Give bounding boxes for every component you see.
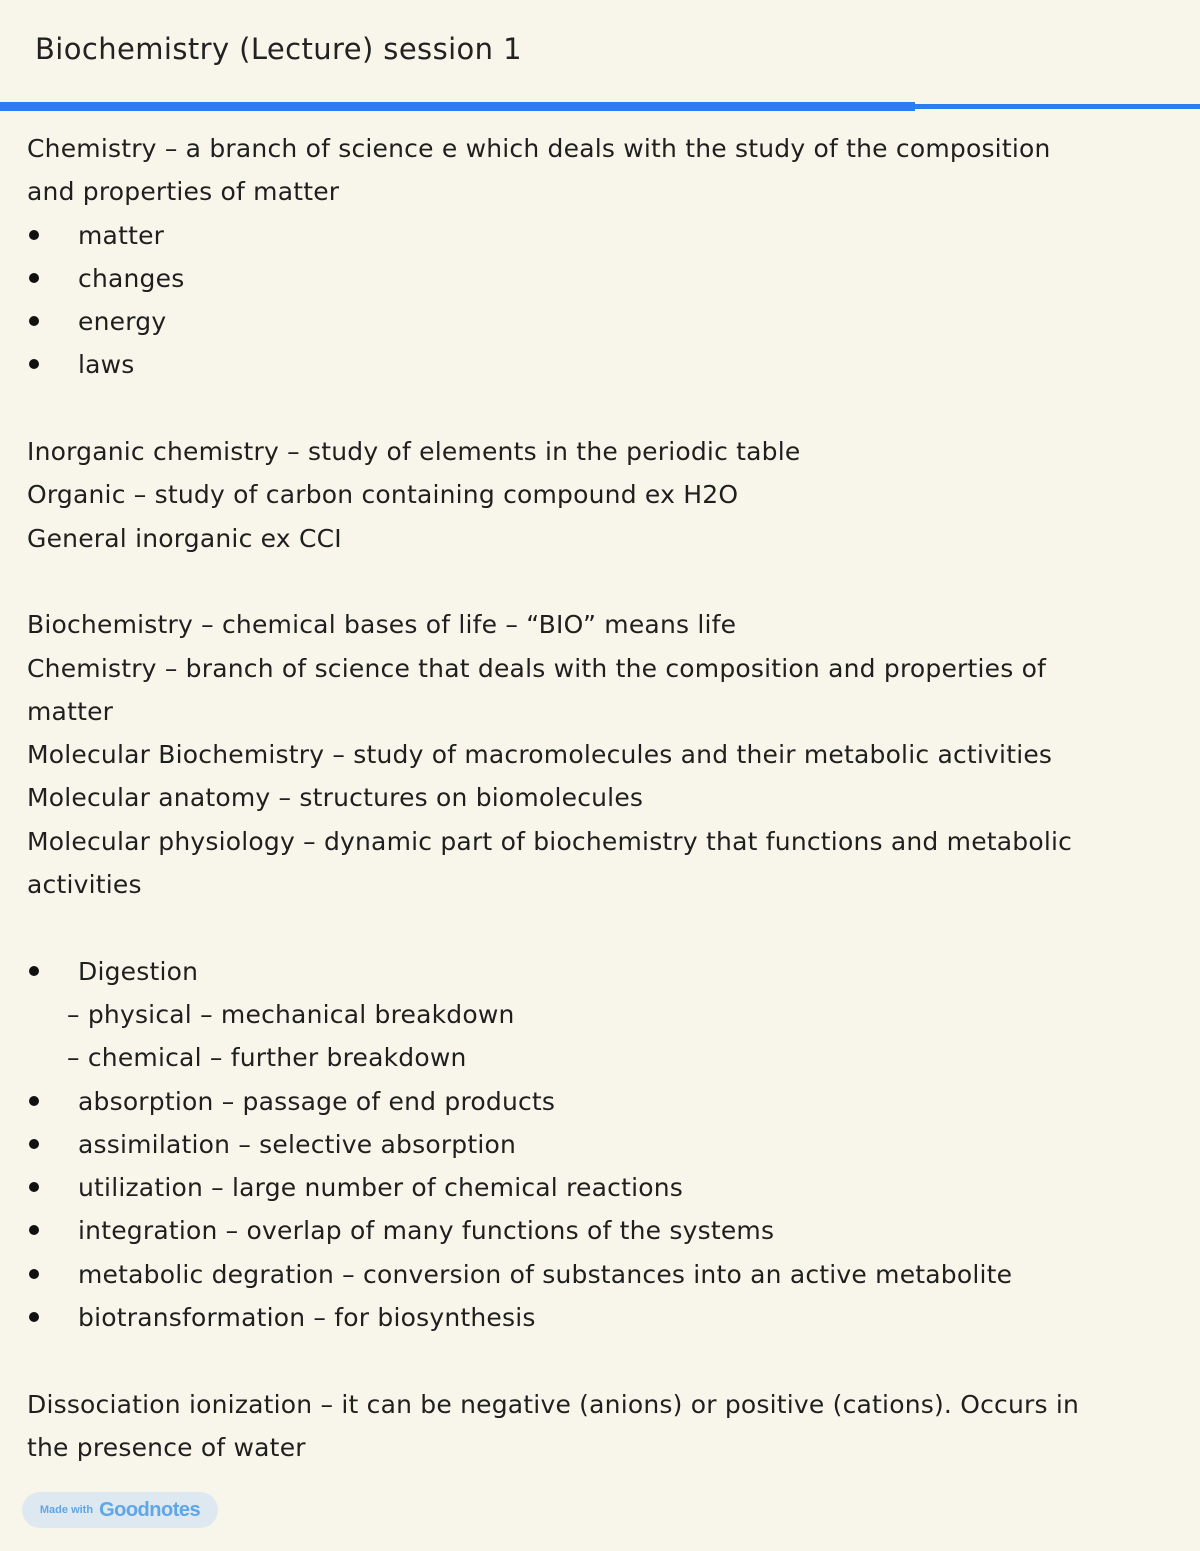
- list-item-text: utilization – large number of chemical reactions: [78, 1173, 683, 1203]
- dissociation-line-1: Dissociation ionization – it can be negative (anions) or positive (cations). Occurs in: [27, 1389, 1080, 1419]
- list-item-text: biotransformation – for biosynthesis: [78, 1303, 536, 1333]
- branch-general-inorganic: General inorganic ex CCI: [27, 523, 342, 553]
- list-item: [27, 1123, 1177, 1166]
- list-item-text: assimilation – selective absorption: [78, 1129, 517, 1159]
- bullet-icon: [29, 1312, 39, 1322]
- bullet-icon: [29, 273, 39, 283]
- bullet-icon: [29, 1096, 39, 1106]
- def-chemistry-line-2: matter: [27, 696, 114, 726]
- list-item-text: Digestion: [78, 956, 199, 986]
- list-item: [27, 257, 1177, 300]
- list-item: [27, 1296, 1177, 1339]
- list-item: [27, 1166, 1177, 1209]
- list-item: [27, 300, 1177, 343]
- spacer: [27, 387, 1177, 430]
- def-molecular-biochemistry: Molecular Biochemistry – study of macromolecules and their metabolic activities: [27, 740, 1053, 770]
- branch-inorganic: Inorganic chemistry – study of elements in the periodic table: [27, 437, 801, 467]
- def-biochemistry: Biochemistry – chemical bases of life – “BIO” means life: [27, 610, 737, 640]
- title-divider: [0, 102, 1200, 111]
- bullet-icon: [29, 1269, 39, 1279]
- def-molecular-anatomy: Molecular anatomy – structures on biomolecules: [27, 783, 644, 813]
- spacer: [27, 906, 1177, 949]
- list-item: [27, 343, 1177, 386]
- list-item-text: metabolic degration – conversion of substances into an active metabolite: [78, 1259, 1013, 1289]
- bullet-icon: [29, 1225, 39, 1235]
- bullet-icon: [29, 966, 39, 976]
- def-molecular-physiology-line-1: Molecular physiology – dynamic part of biochemistry that functions and metabolic: [27, 826, 1073, 856]
- bullet-icon: [29, 1139, 39, 1149]
- bullet-icon: [29, 230, 39, 240]
- sub-list-item: – chemical – further breakdown: [67, 1043, 467, 1073]
- title-divider-main: [0, 102, 915, 111]
- note-body: [27, 127, 1177, 1469]
- list-item-text: matter: [78, 220, 165, 250]
- bullet-icon: [29, 316, 39, 326]
- list-item-text: absorption – passage of end products: [78, 1086, 556, 1116]
- list-item: [27, 950, 1177, 993]
- list-item-text: integration – overlap of many functions of the systems: [78, 1216, 775, 1246]
- made-with-goodnotes-badge[interactable]: [22, 1492, 218, 1528]
- list-item-text: laws: [78, 350, 135, 380]
- intro-line-2: and properties of matter: [27, 177, 340, 207]
- page-title: Biochemistry (Lecture) session 1: [35, 32, 522, 66]
- list-item: [27, 214, 1177, 257]
- list-item: [27, 1253, 1177, 1296]
- title-divider-tail: [915, 104, 1200, 109]
- list-item: [27, 1209, 1177, 1252]
- bullet-icon: [29, 359, 39, 369]
- bullet-icon: [29, 1182, 39, 1192]
- goodnotes-logo: Goodnotes: [99, 1498, 201, 1521]
- list-item-text: changes: [78, 263, 185, 293]
- spacer: [27, 560, 1177, 603]
- spacer: [27, 1339, 1177, 1382]
- def-chemistry-line-1: Chemistry – branch of science that deals with the composition and properties of: [27, 653, 1047, 683]
- intro-line-1: Chemistry – a branch of science e which deals with the study of the composition: [27, 134, 1051, 163]
- sub-list-item: – physical – mechanical breakdown: [67, 999, 515, 1029]
- badge-prefix: Made with: [39, 1504, 94, 1516]
- list-item-text: energy: [78, 307, 167, 337]
- dissociation-line-2: the presence of water: [27, 1432, 306, 1462]
- list-item: [27, 1080, 1177, 1123]
- branch-organic: Organic – study of carbon containing compound ex H2O: [27, 480, 739, 510]
- def-molecular-physiology-line-2: activities: [27, 870, 142, 900]
